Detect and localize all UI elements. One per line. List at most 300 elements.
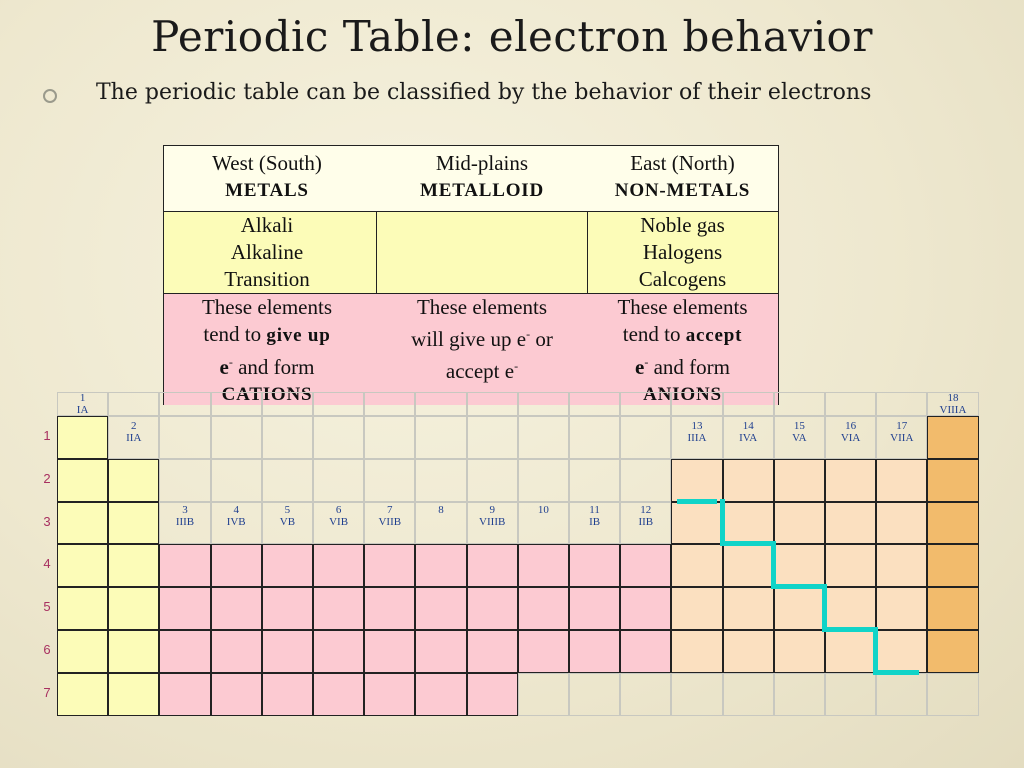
element-cell	[57, 459, 108, 502]
group-label-6: 6 VIB	[329, 503, 349, 528]
behavior-row	[164, 293, 778, 405]
grid-guide-cell	[620, 673, 671, 716]
element-cell	[313, 630, 364, 673]
grid-guide-cell	[774, 587, 825, 630]
slide-title: Periodic Table: electron behavior	[151, 12, 873, 61]
west-desc-line2	[164, 321, 370, 349]
grid-guide-cell	[723, 544, 774, 587]
element-cell	[671, 630, 722, 673]
grid-guide-cell	[313, 587, 364, 630]
grid-guide-cell	[927, 459, 978, 502]
grid-guide-cell	[313, 630, 364, 673]
grid-guide-cell	[159, 459, 210, 502]
element-cell	[620, 544, 671, 587]
grid-guide-cell	[927, 630, 978, 673]
element-cell	[774, 459, 825, 502]
east-desc-action: accept	[685, 325, 743, 346]
element-cell	[723, 502, 774, 545]
metalloid-staircase-segment	[873, 670, 919, 675]
element-cell	[569, 587, 620, 630]
element-cell	[211, 673, 262, 716]
grid-guide-cell	[518, 587, 569, 630]
families-divider-left	[376, 212, 377, 294]
grid-guide-cell	[262, 502, 313, 545]
grid-guide-cell	[211, 630, 262, 673]
metalloid-staircase-segment	[771, 584, 822, 589]
west-desc-line3	[164, 349, 370, 381]
element-cell	[108, 630, 159, 673]
grid-guide-cell	[569, 502, 620, 545]
period-label-7: 7	[43, 684, 51, 700]
grid-guide-cell	[723, 416, 774, 459]
mid-desc-line3	[377, 353, 587, 385]
grid-guide-cell	[569, 630, 620, 673]
grid-guide-cell	[518, 544, 569, 587]
group-label-13: 13 IIIA	[687, 420, 707, 444]
mid-desc-line2-post: or	[530, 327, 553, 351]
element-cell	[364, 544, 415, 587]
grid-guide-cell	[57, 416, 108, 459]
grid-guide-cell	[467, 544, 518, 587]
grid-guide-cell	[364, 416, 415, 459]
element-cell	[927, 544, 978, 587]
grid-guide-cell	[620, 459, 671, 502]
grid-guide-cell	[108, 502, 159, 545]
west-desc-form: and form	[232, 355, 315, 379]
metalloid-staircase-segment	[677, 499, 717, 504]
element-cell	[927, 416, 978, 459]
grid-guide-cell	[620, 416, 671, 459]
element-cell	[467, 630, 518, 673]
grid-guide-cell	[108, 459, 159, 502]
mid-desc-line3-charge: -	[514, 359, 519, 373]
grid-guide-cell	[211, 502, 262, 545]
grid-guide-cell	[108, 544, 159, 587]
grid-guide-cell	[927, 587, 978, 630]
element-cell	[467, 673, 518, 716]
grid-guide-cell	[364, 544, 415, 587]
east-header	[587, 146, 778, 204]
grid-guide-cell	[876, 630, 927, 673]
grid-guide-cell	[671, 673, 722, 716]
group-label-14: 14 IVA	[739, 420, 758, 444]
element-cell	[927, 459, 978, 502]
grid-guide-cell	[262, 587, 313, 630]
family-alkaline: Alkaline	[230, 240, 304, 264]
element-cell	[518, 587, 569, 630]
element-cell	[825, 587, 876, 630]
period-label-2: 2	[43, 470, 51, 486]
grid-guide-cell	[876, 673, 927, 716]
grid-guide-cell	[876, 416, 927, 459]
group-label-15: 15 VA	[792, 420, 807, 444]
group-label-3: 3 IIIB	[175, 503, 195, 528]
grid-guide-cell	[774, 544, 825, 587]
bullet-ring-icon	[43, 89, 57, 103]
element-cell	[108, 544, 159, 587]
grid-guide-cell	[364, 459, 415, 502]
group-label-2: 2 IIA	[126, 420, 142, 444]
grid-guide-cell	[108, 673, 159, 716]
grid-guide-cell	[569, 544, 620, 587]
grid-guide-cell	[774, 673, 825, 716]
element-cell	[723, 587, 774, 630]
element-cell	[671, 502, 722, 545]
grid-guide-cell	[262, 630, 313, 673]
element-cell	[415, 544, 466, 587]
element-cell	[876, 544, 927, 587]
grid-guide-cell	[467, 416, 518, 459]
east-desc-line3	[587, 349, 778, 381]
family-alkali: Alkali	[240, 213, 294, 237]
grid-guide-cell	[211, 673, 262, 716]
grid-guide-cell	[774, 630, 825, 673]
grid-guide-cell	[364, 587, 415, 630]
east-behavior	[587, 294, 778, 408]
element-cell	[723, 630, 774, 673]
grid-guide-cell	[876, 587, 927, 630]
west-desc-result: CATIONS	[221, 384, 313, 405]
grid-guide-cell	[159, 630, 210, 673]
grid-guide-cell	[57, 630, 108, 673]
grid-guide-cell	[364, 502, 415, 545]
grid-guide-cell	[671, 459, 722, 502]
grid-guide-cell	[927, 502, 978, 545]
metalloid-staircase-segment	[822, 584, 827, 630]
grid-guide-cell	[825, 416, 876, 459]
element-cell	[467, 544, 518, 587]
grid-guide-cell	[620, 502, 671, 545]
grid-guide-cell	[927, 416, 978, 459]
east-desc-electron: e	[635, 355, 645, 379]
element-cell	[569, 544, 620, 587]
classification-table	[163, 145, 779, 405]
element-cell	[876, 459, 927, 502]
element-cell	[57, 630, 108, 673]
grid-guide-cell	[620, 587, 671, 630]
grid-guide-cell	[518, 416, 569, 459]
grid-guide-cell	[159, 416, 210, 459]
grid-guide-cell	[159, 502, 210, 545]
east-desc-charge: -	[644, 355, 649, 369]
element-cell	[415, 587, 466, 630]
grid-guide-cell	[825, 544, 876, 587]
grid-guide-cell	[57, 673, 108, 716]
grid-guide-cell	[825, 502, 876, 545]
element-cell	[364, 587, 415, 630]
grid-guide-cell	[774, 459, 825, 502]
east-type-label: NON-METALS	[614, 180, 751, 201]
grid-guide-cell	[723, 587, 774, 630]
grid-guide-cell	[723, 630, 774, 673]
element-cell	[825, 630, 876, 673]
element-cell	[262, 673, 313, 716]
grid-guide-cell	[262, 544, 313, 587]
element-cell	[159, 587, 210, 630]
element-cell	[569, 630, 620, 673]
mid-desc-line2	[377, 321, 587, 353]
period-label-5: 5	[43, 599, 51, 615]
element-cell	[415, 630, 466, 673]
period-label-6: 6	[43, 642, 51, 657]
grid-guide-cell	[211, 587, 262, 630]
group-label-7: 7 VIIB	[378, 503, 402, 528]
grid-guide-cell	[876, 392, 927, 416]
grid-guide-cell	[159, 587, 210, 630]
west-desc-electron: e	[219, 355, 229, 379]
element-cell	[57, 416, 108, 459]
grid-guide-cell	[57, 587, 108, 630]
group-label-11: 11 IB	[589, 503, 601, 528]
grid-guide-cell	[467, 587, 518, 630]
grid-guide-cell	[518, 630, 569, 673]
group-label-17: 17 VIIA	[890, 420, 914, 444]
grid-guide-cell	[467, 502, 518, 545]
grid-guide-cell	[57, 502, 108, 545]
family-calcogens: Calcogens	[638, 267, 727, 291]
element-cell	[313, 587, 364, 630]
grid-guide-cell	[723, 673, 774, 716]
element-cell	[927, 630, 978, 673]
element-cell	[620, 587, 671, 630]
element-cell	[620, 630, 671, 673]
west-families	[164, 212, 370, 293]
element-cell	[825, 544, 876, 587]
east-desc-line2	[587, 321, 778, 349]
grid-guide-cell	[723, 502, 774, 545]
mid-desc-line1: These elements	[416, 295, 548, 319]
grid-guide-cell	[876, 459, 927, 502]
families-row	[164, 211, 778, 294]
grid-guide-cell	[313, 459, 364, 502]
element-cell	[159, 544, 210, 587]
grid-guide-cell	[108, 587, 159, 630]
grid-guide-cell	[671, 630, 722, 673]
grid-guide-cell	[518, 459, 569, 502]
grid-guide-cell	[671, 416, 722, 459]
element-cell	[364, 673, 415, 716]
element-cell	[774, 630, 825, 673]
element-cell	[57, 673, 108, 716]
grid-guide-cell	[620, 630, 671, 673]
period-label-1: 1	[43, 428, 51, 443]
element-cell	[723, 459, 774, 502]
mid-behavior	[377, 294, 587, 385]
east-desc-tend: tend to	[622, 322, 686, 346]
element-cell	[723, 544, 774, 587]
mid-header	[377, 146, 587, 204]
grid-guide-cell	[467, 459, 518, 502]
grid-guide-cell	[313, 502, 364, 545]
west-desc-charge: -	[228, 355, 233, 369]
grid-guide-cell	[57, 459, 108, 502]
group-label-4: 4 IVB	[226, 503, 246, 528]
element-cell	[671, 544, 722, 587]
grid-guide-cell	[876, 502, 927, 545]
metalloid-staircase-segment	[771, 541, 776, 587]
grid-guide-cell	[262, 416, 313, 459]
group-label-5: 5 VB	[279, 503, 296, 528]
grid-guide-cell	[108, 392, 159, 416]
group-label-9: 9 VIIIB	[479, 503, 506, 528]
grid-guide-cell	[927, 673, 978, 716]
element-cell	[671, 587, 722, 630]
west-type-label: METALS	[225, 180, 309, 201]
element-cell	[57, 544, 108, 587]
grid-guide-cell	[569, 587, 620, 630]
grid-guide-cell	[262, 459, 313, 502]
element-cell	[262, 587, 313, 630]
grid-guide-cell	[313, 416, 364, 459]
group-label-10: 10	[537, 503, 549, 516]
grid-guide-cell	[211, 459, 262, 502]
element-cell	[364, 630, 415, 673]
grid-guide-cell	[671, 544, 722, 587]
grid-guide-cell	[518, 502, 569, 545]
element-cell	[313, 673, 364, 716]
element-cell	[876, 587, 927, 630]
grid-guide-cell	[313, 673, 364, 716]
element-cell	[518, 630, 569, 673]
element-cell	[825, 459, 876, 502]
element-cell	[159, 673, 210, 716]
element-cell	[108, 587, 159, 630]
grid-guide-cell	[825, 587, 876, 630]
west-desc-action: give up	[266, 325, 331, 346]
grid-guide-cell	[876, 544, 927, 587]
group-label-18: 18 VIIIA	[939, 392, 967, 416]
slide-bullet-text: The periodic table can be classified by the behavior of their electrons	[96, 80, 872, 105]
period-label-4: 4	[43, 556, 51, 572]
grid-guide-cell	[159, 544, 210, 587]
grid-guide-cell	[262, 673, 313, 716]
element-cell	[211, 630, 262, 673]
grid-guide-cell	[723, 459, 774, 502]
grid-guide-cell	[211, 544, 262, 587]
grid-guide-cell	[415, 416, 466, 459]
period-label-3: 3	[43, 513, 51, 529]
grid-guide-cell	[774, 392, 825, 416]
grid-guide-cell	[57, 392, 108, 416]
grid-guide-cell	[927, 392, 978, 416]
element-cell	[415, 673, 466, 716]
grid-guide-cell	[108, 416, 159, 459]
grid-guide-cell	[671, 587, 722, 630]
element-cell	[108, 502, 159, 545]
grid-guide-cell	[774, 502, 825, 545]
grid-guide-cell	[313, 544, 364, 587]
grid-guide-cell	[467, 630, 518, 673]
grid-guide-cell	[825, 459, 876, 502]
grid-guide-cell	[518, 673, 569, 716]
element-cell	[774, 587, 825, 630]
element-cell	[262, 630, 313, 673]
grid-guide-cell	[927, 544, 978, 587]
element-cell	[108, 673, 159, 716]
west-desc-tend: tend to	[203, 322, 267, 346]
element-cell	[876, 502, 927, 545]
grid-guide-cell	[211, 416, 262, 459]
grid-guide-cell	[671, 502, 722, 545]
element-cell	[467, 587, 518, 630]
grid-guide-cell	[364, 630, 415, 673]
metalloid-staircase-segment	[822, 627, 873, 632]
west-region-label: West (South)	[212, 151, 322, 175]
grid-guide-cell	[364, 673, 415, 716]
east-region-label: East (North)	[630, 151, 735, 175]
grid-guide-cell	[825, 673, 876, 716]
element-cell	[927, 587, 978, 630]
grid-guide-cell	[415, 673, 466, 716]
east-desc-form: and form	[648, 355, 730, 379]
east-desc-line1: These elements	[617, 295, 748, 319]
grid-guide-cell	[467, 673, 518, 716]
grid-guide-cell	[825, 392, 876, 416]
element-cell	[211, 587, 262, 630]
grid-guide-cell	[569, 673, 620, 716]
grid-guide-cell	[57, 544, 108, 587]
element-cell	[774, 502, 825, 545]
family-noble-gas: Noble gas	[640, 213, 725, 237]
metalloid-staircase-segment	[720, 541, 771, 546]
mid-type-label: METALLOID	[419, 180, 545, 201]
element-cell	[211, 544, 262, 587]
element-cell	[57, 502, 108, 545]
family-halogens: Halogens	[642, 240, 723, 264]
grid-guide-cell	[569, 459, 620, 502]
mid-desc-line2-charge: -	[526, 327, 531, 341]
group-label-1: 1 IA	[76, 392, 89, 416]
region-header-row	[164, 146, 778, 211]
grid-guide-cell	[620, 544, 671, 587]
east-desc-result: ANIONS	[643, 384, 722, 405]
element-cell	[774, 544, 825, 587]
grid-guide-cell	[415, 587, 466, 630]
metalloid-staircase-segment	[873, 627, 878, 673]
element-cell	[57, 587, 108, 630]
grid-guide-cell	[415, 459, 466, 502]
west-desc-line1: These elements	[201, 295, 333, 319]
element-cell	[671, 459, 722, 502]
metalloid-staircase-segment	[720, 499, 725, 545]
mid-desc-line2-pre: will give up e	[411, 327, 527, 351]
grid-guide-cell	[108, 630, 159, 673]
element-cell	[518, 544, 569, 587]
mid-region-label: Mid-plains	[435, 151, 529, 175]
west-header	[164, 146, 370, 204]
mid-desc-line3-text: accept e	[445, 359, 515, 383]
grid-guide-cell	[774, 416, 825, 459]
grid-guide-cell	[415, 502, 466, 545]
element-cell	[927, 502, 978, 545]
element-cell	[313, 544, 364, 587]
grid-guide-cell	[415, 544, 466, 587]
east-families	[587, 212, 778, 293]
family-transition: Transition	[224, 267, 310, 291]
element-cell	[262, 544, 313, 587]
element-cell	[825, 502, 876, 545]
element-cell	[876, 630, 927, 673]
element-cell	[108, 459, 159, 502]
element-cell	[159, 630, 210, 673]
grid-guide-cell	[569, 416, 620, 459]
west-behavior	[164, 294, 370, 408]
group-label-12: 12 IIB	[638, 503, 654, 528]
grid-guide-cell	[159, 673, 210, 716]
group-label-8: 8	[438, 503, 444, 516]
group-label-16: 16 VIA	[840, 420, 861, 444]
grid-guide-cell	[415, 630, 466, 673]
